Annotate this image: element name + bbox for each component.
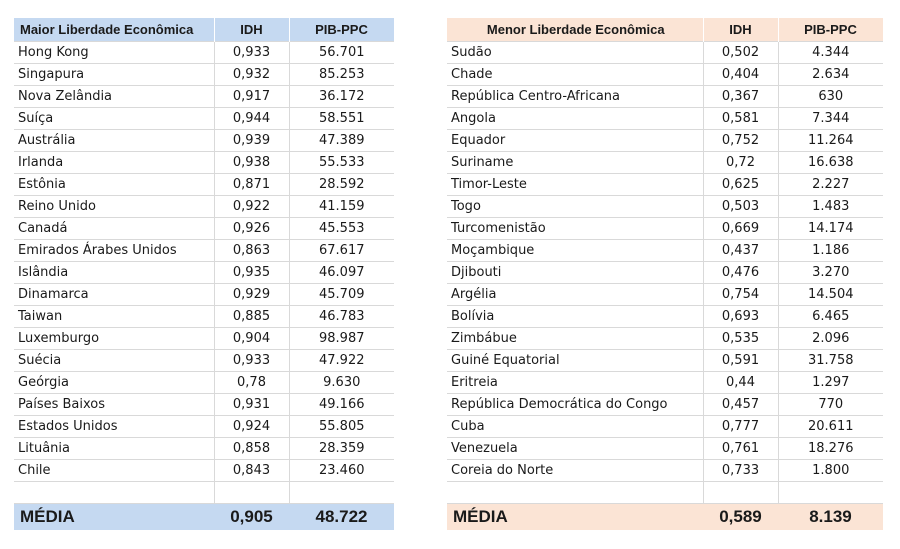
country-cell: Cuba [447,416,703,438]
pib-ppc-cell: 55.533 [289,152,394,174]
country-cell: Bolívia [447,306,703,328]
country-cell: Venezuela [447,438,703,460]
pib-ppc-cell: 31.758 [778,350,883,372]
idh-cell: 0,761 [703,438,778,460]
table-row [447,86,883,108]
table-row [14,174,394,196]
pib-ppc-cell: 46.783 [289,306,394,328]
idh-cell: 0,44 [703,372,778,394]
table-row [14,152,394,174]
idh-cell: 0,591 [703,350,778,372]
country-cell: Dinamarca [14,284,214,306]
country-cell [14,482,214,504]
idh-cell: 0,933 [214,42,289,64]
table-row [447,350,883,372]
pib-ppc-cell: 28.359 [289,438,394,460]
country-cell: Reino Unido [14,196,214,218]
country-cell: Canadá [14,218,214,240]
header-row [447,18,883,42]
table-row [447,438,883,460]
country-cell: Islândia [14,262,214,284]
pib-ppc-cell: 2.634 [778,64,883,86]
table-row [14,130,394,152]
pib-ppc-cell: 3.270 [778,262,883,284]
idh-cell: 0,935 [214,262,289,284]
table-row [447,42,883,64]
column-header-idh: IDH [703,18,778,42]
pib-ppc-cell: 45.709 [289,284,394,306]
idh-cell: 0,72 [703,152,778,174]
pib-ppc-cell: 55.805 [289,416,394,438]
idh-cell: 0,503 [703,196,778,218]
table-row [14,284,394,306]
country-cell: Djibouti [447,262,703,284]
table-row [14,196,394,218]
pib-ppc-cell: 7.344 [778,108,883,130]
pib-ppc-cell: 1.186 [778,240,883,262]
table-lowest-freedom [447,18,884,530]
average-label: MÉDIA [447,504,703,531]
country-cell: Eritreia [447,372,703,394]
idh-cell: 0,917 [214,86,289,108]
idh-cell: 0,938 [214,152,289,174]
table-row [447,196,883,218]
table-row [447,416,883,438]
pib-ppc-cell: 18.276 [778,438,883,460]
pib-ppc-cell: 2.227 [778,174,883,196]
table-row [14,416,394,438]
table-row [14,42,394,64]
pib-ppc-cell: 98.987 [289,328,394,350]
idh-cell: 0,924 [214,416,289,438]
country-cell: República Democrática do Congo [447,394,703,416]
column-header-pib-ppc: PIB-PPC [778,18,883,42]
pib-ppc-cell: 49.166 [289,394,394,416]
country-cell: Sudão [447,42,703,64]
country-cell: Chade [447,64,703,86]
table-row [14,262,394,284]
table-body [14,42,394,504]
average-pib-ppc: 48.722 [289,504,394,531]
idh-cell: 0,754 [703,284,778,306]
idh-cell: 0,78 [214,372,289,394]
table-highest-freedom [14,18,395,530]
column-header-pib-ppc: PIB-PPC [289,18,394,42]
idh-cell: 0,871 [214,174,289,196]
table-body [447,42,883,504]
table-row [14,372,394,394]
average-row [447,504,883,531]
column-header-idh: IDH [214,18,289,42]
column-header-country: Maior Liberdade Econômica [14,18,214,42]
idh-cell: 0,885 [214,306,289,328]
pib-ppc-cell: 9.630 [289,372,394,394]
pib-ppc-cell: 1.800 [778,460,883,482]
idh-cell: 0,944 [214,108,289,130]
idh-cell [214,482,289,504]
country-cell: Suriname [447,152,703,174]
table-row [447,284,883,306]
pib-ppc-cell: 14.174 [778,218,883,240]
average-label: MÉDIA [14,504,214,531]
country-cell: Lituânia [14,438,214,460]
average-pib-ppc: 8.139 [778,504,883,531]
table-row [14,240,394,262]
pib-ppc-cell: 85.253 [289,64,394,86]
idh-cell: 0,933 [214,350,289,372]
table-row [14,438,394,460]
country-cell: Suécia [14,350,214,372]
country-cell: Taiwan [14,306,214,328]
column-header-country: Menor Liberdade Econômica [447,18,703,42]
idh-cell: 0,929 [214,284,289,306]
table-row [447,130,883,152]
country-cell: Singapura [14,64,214,86]
average-idh: 0,589 [703,504,778,531]
idh-cell: 0,535 [703,328,778,350]
table-row [447,240,883,262]
pib-ppc-cell: 6.465 [778,306,883,328]
table-row [447,108,883,130]
pib-ppc-cell: 630 [778,86,883,108]
table-row [447,394,883,416]
table-row [447,372,883,394]
country-cell: Estados Unidos [14,416,214,438]
idh-cell: 0,437 [703,240,778,262]
pib-ppc-cell: 67.617 [289,240,394,262]
table-row [447,460,883,482]
idh-cell: 0,939 [214,130,289,152]
country-cell: Nova Zelândia [14,86,214,108]
pib-ppc-cell: 36.172 [289,86,394,108]
country-cell: Países Baixos [14,394,214,416]
country-cell: Moçambique [447,240,703,262]
table-row [14,86,394,108]
idh-cell: 0,693 [703,306,778,328]
idh-cell: 0,926 [214,218,289,240]
pib-ppc-cell: 11.264 [778,130,883,152]
table-row [447,64,883,86]
country-cell: Estônia [14,174,214,196]
country-cell: Guiné Equatorial [447,350,703,372]
idh-cell: 0,404 [703,64,778,86]
idh-cell: 0,932 [214,64,289,86]
table-row [447,306,883,328]
idh-cell: 0,931 [214,394,289,416]
idh-cell: 0,733 [703,460,778,482]
pib-ppc-cell: 1.483 [778,196,883,218]
table-row [14,306,394,328]
country-cell: Hong Kong [14,42,214,64]
idh-cell: 0,367 [703,86,778,108]
pib-ppc-cell: 28.592 [289,174,394,196]
idh-cell: 0,858 [214,438,289,460]
country-cell: Equador [447,130,703,152]
idh-cell: 0,669 [703,218,778,240]
country-cell: República Centro-Africana [447,86,703,108]
table-row [447,174,883,196]
idh-cell: 0,863 [214,240,289,262]
country-cell: Suíça [14,108,214,130]
idh-cell: 0,476 [703,262,778,284]
table-row [447,482,883,504]
pib-ppc-cell [289,482,394,504]
pib-ppc-cell: 41.159 [289,196,394,218]
idh-cell: 0,904 [214,328,289,350]
table-row [14,64,394,86]
country-cell: Turcomenistão [447,218,703,240]
table-row [14,482,394,504]
pib-ppc-cell [778,482,883,504]
pib-ppc-cell: 45.553 [289,218,394,240]
pib-ppc-cell: 23.460 [289,460,394,482]
pib-ppc-cell: 47.922 [289,350,394,372]
country-cell: Chile [14,460,214,482]
pib-ppc-cell: 770 [778,394,883,416]
pib-ppc-cell: 14.504 [778,284,883,306]
pib-ppc-cell: 20.611 [778,416,883,438]
country-cell: Emirados Árabes Unidos [14,240,214,262]
pib-ppc-cell: 16.638 [778,152,883,174]
table-row [447,262,883,284]
table-row [14,394,394,416]
pib-ppc-cell: 46.097 [289,262,394,284]
pib-ppc-cell: 56.701 [289,42,394,64]
pib-ppc-cell: 47.389 [289,130,394,152]
table-row [14,218,394,240]
idh-cell: 0,457 [703,394,778,416]
country-cell: Luxemburgo [14,328,214,350]
pib-ppc-cell: 58.551 [289,108,394,130]
table-row [447,328,883,350]
idh-cell: 0,752 [703,130,778,152]
idh-cell [703,482,778,504]
pib-ppc-cell: 1.297 [778,372,883,394]
country-cell: Togo [447,196,703,218]
idh-cell: 0,843 [214,460,289,482]
idh-cell: 0,502 [703,42,778,64]
table-row [14,108,394,130]
average-row [14,504,394,531]
average-idh: 0,905 [214,504,289,531]
pib-ppc-cell: 2.096 [778,328,883,350]
country-cell: Argélia [447,284,703,306]
idh-cell: 0,922 [214,196,289,218]
country-cell: Coreia do Norte [447,460,703,482]
header-row [14,18,394,42]
country-cell: Irlanda [14,152,214,174]
country-cell: Timor-Leste [447,174,703,196]
country-cell: Angola [447,108,703,130]
idh-cell: 0,777 [703,416,778,438]
table-row [447,152,883,174]
table-row [14,460,394,482]
pib-ppc-cell: 4.344 [778,42,883,64]
table-row [14,328,394,350]
country-cell: Geórgia [14,372,214,394]
table-row [14,350,394,372]
idh-cell: 0,625 [703,174,778,196]
country-cell: Austrália [14,130,214,152]
country-cell: Zimbábue [447,328,703,350]
table-row [447,218,883,240]
idh-cell: 0,581 [703,108,778,130]
country-cell [447,482,703,504]
